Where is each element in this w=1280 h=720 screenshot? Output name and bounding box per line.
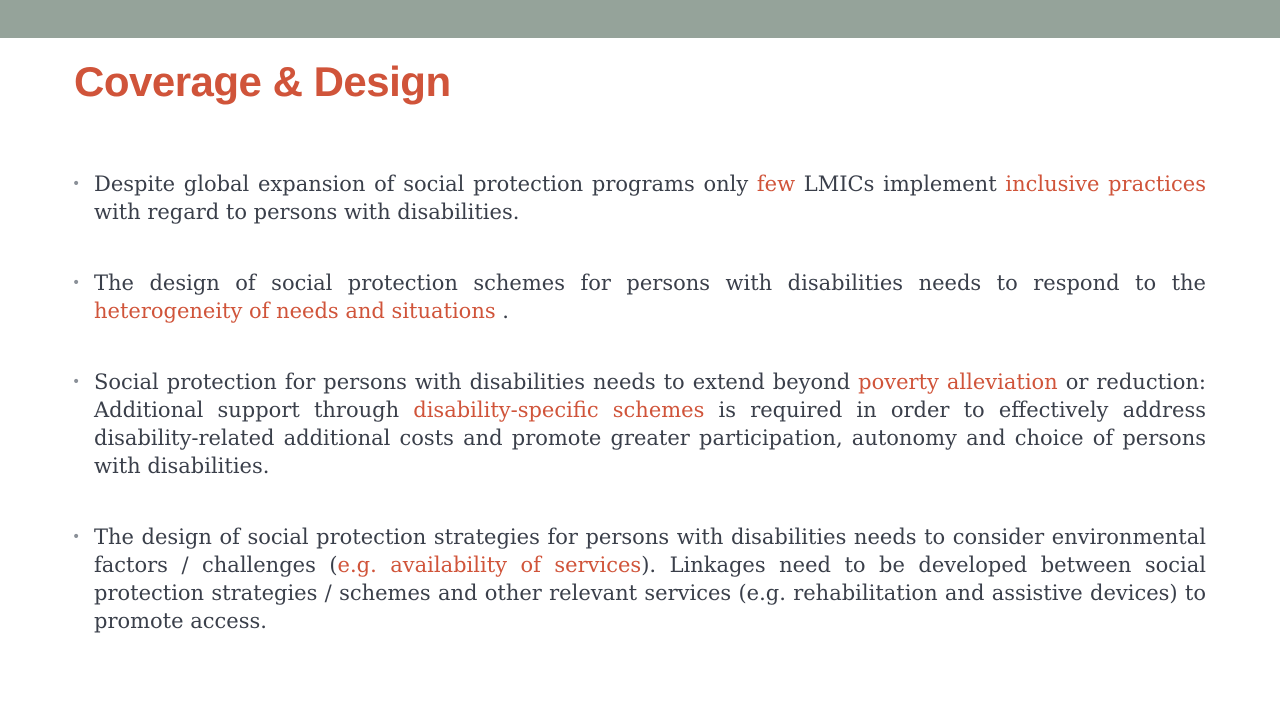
- bullet-item: [72, 523, 1206, 635]
- bullet-text: with regard to persons with disabilities.: [94, 200, 520, 224]
- highlight-text: few: [756, 172, 796, 196]
- bullet-item: [72, 368, 1206, 480]
- bullet-item: [72, 269, 1206, 325]
- highlight-text: disability-specific schemes: [413, 398, 705, 422]
- highlight-text: heterogeneity of needs and situations: [94, 299, 496, 323]
- bullet-text: .: [495, 299, 509, 323]
- bullet-text: is required in order to effectively address disability-related additional costs and promote greater participation, autonomy and choice of persons with disabilities.: [94, 398, 1206, 478]
- bullet-text: The design of social protection schemes for persons with disabilities needs to respond to the: [94, 271, 1206, 295]
- highlight-text: e.g. availability of services: [337, 553, 642, 577]
- bullet-text: LMICs implement: [795, 172, 1006, 196]
- highlight-text: poverty alleviation: [858, 370, 1058, 394]
- top-accent-bar: [0, 0, 1280, 38]
- highlight-text: inclusive practices: [1005, 172, 1206, 196]
- bullet-text: The design of social protection strategies for persons with disabilities needs to consider environmental factors / challenges (: [94, 525, 1206, 577]
- slide-title: Coverage & Design: [74, 58, 451, 105]
- bullet-list: [72, 170, 1206, 678]
- bullet-text: Despite global expansion of social protection programs only: [94, 172, 757, 196]
- bullet-text: or reduction: Additional support through: [94, 370, 1206, 422]
- bullet-text: ). Linkages need to be developed between social protection strategies / schemes and other relevant services (e.g. rehabilitation and assistive devices) to promote access.: [94, 553, 1206, 633]
- bullet-item: [72, 170, 1206, 226]
- bullet-text: Social protection for persons with disabilities needs to extend beyond: [94, 370, 859, 394]
